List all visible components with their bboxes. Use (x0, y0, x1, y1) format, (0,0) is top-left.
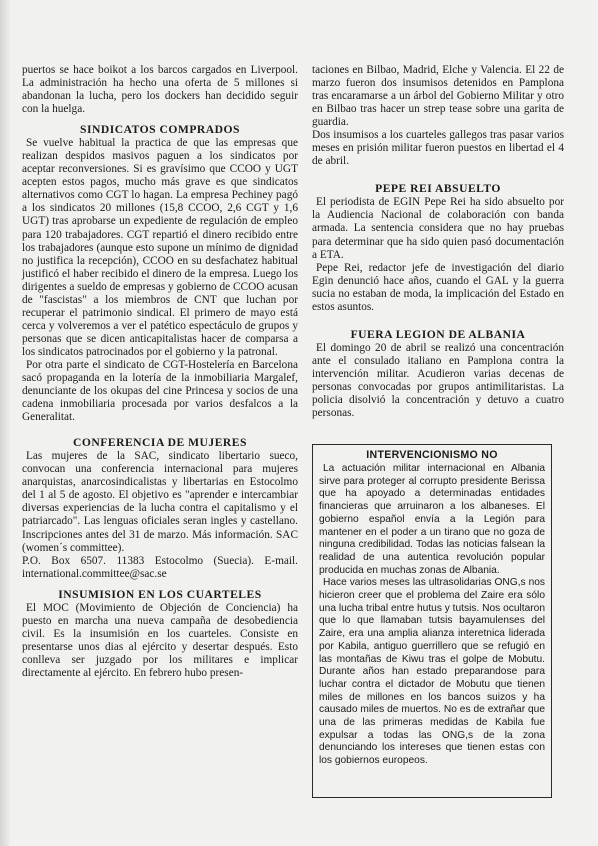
heading-pepe-rei: PEPE REI ABSUELTO (375, 182, 501, 196)
right-column (312, 64, 564, 420)
heading-intervencionismo-no: INTERVENCIONISMO NO (366, 449, 498, 461)
heading-conferencia-mujeres: CONFERENCIA DE MUJERES (73, 436, 247, 450)
heading-insumision-cuarteles: INSUMISION EN LOS CUARTELES (58, 587, 262, 601)
paragraph-insumision-continued: taciones en Bilbao, Madrid, Elche y Valencia. El 22 de marzo fueron dos insumisos detenidos en Pamplona tras encaramarse a un árbol del Gobierno Militar y otro en Bilbao tras hacer un strep tease sobre una garita de guardia. (312, 64, 564, 129)
paragraph-zaire: Hace varios meses las ultrasolidarias ONG,s nos hicieron creer que el problema del Zaire era sólo una lucha tribal entre hutus y tutsis. Nos ocultaron que lo que llamaban tutsis bayamulenses del Zaire, era una amplia alianza interetnica liderada por Kabila, antiguo guerrillero que se refugió en las montañas de Kiwu tras el golpe de Mobutu. Durante años han estado preparandose para luchar contra el dictador de Mobutu que tienen miles de millones en los bancos suizos y ha causado miles de muertos. No es de extrañar que una de las primeras medidas de Kabila fue expulsar a todas las ONG,s de la zona denunciando los intereses que tienen estas con los gobiernos europeos. (319, 577, 545, 767)
paragraph-conferencia-1: Las mujeres de la SAC, sindicato libertario sueco, convocan una conferencia internacional para mujeres anarquistas, anarcosindicalistas y libertarias en Estocolmo del 1 al 5 de agosto. El objetivo es "aprender e intercambiar diversas experiencias de la lucha contra el capitalismo y el patriarcado". Las lenguas oficiales seran ingles y castellano. Inscripciones antes del 31 de marzo. Más información. SAC (women´s committee). (22, 450, 298, 554)
heading-fuera-legion: FUERA LEGION DE ALBANIA (350, 327, 526, 341)
heading-sindicatos-comprados: SINDICATOS COMPRADOS (80, 123, 240, 137)
scan-edge-shadow (0, 0, 10, 846)
paragraph-liverpool: puertos se hace boikot a los barcos cargados en Liverpool. La administración ha hecho una oferta de 5 millones si abandonan la lucha, pero los dockers han decidido seguir con la huelga. (22, 64, 298, 116)
paragraph-conferencia-contact: P.O. Box 6507. 11383 Estocolmo (Suecia). E-mail. international.committee@sac.se (22, 554, 298, 580)
paragraph-sindicatos-1: Se vuelve habitual la practica de que las empresas que realizan despidos masivos paguen a los sindicatos por aceptar reconversiones. Si es gravísimo que CCOO y UGT acepten estos pagos, mucho más grave es que sindicatos alternativos como CGT lo hagan. La empresa Pechiney pagó a los sindicatos 20 millones (15,8 CCOO, 2,6 CGT y 1,6 UGT) tras aprobarse un expediente de regulación de empleo para 120 trabajadores. CGT repartió el dinero recibido entre los trabajadores (aunque esto supone un mínimo de dignidad no justifica la recepción), CCOO en su desfachatez habitual justificó el haber recibido el dinero de la empresa. Luego los dirigentes a sueldo de empresas y gobierno de CCOO acusan de "fascistas" a los miembros de CNT que luchan por recuperar el patrimonio sindical. El primero de mayo está cerca y volveremos a ver el patético espectáculo de grupos y personas que se dicen anticapitalistas hacer de comparsa a los sindicatos patrocinados por el gobierno y la patronal. (22, 137, 298, 358)
paragraph-pepe-rei-2: Pepe Rei, redactor jefe de investigación del diario Egin denunció hace años, cuando el GAL y la guerra sucia no estaban de moda, la implicación del Estado en estos asuntos. (312, 261, 564, 313)
paragraph-pepe-rei-1: El periodista de EGIN Pepe Rei ha sido absuelto por la Audiencia Nacional de colaboración con banda armada. La sentencia considera que no hay pruebas para determinar que ha sido quien pasó documentación a ETA. (312, 196, 564, 261)
paragraph-fuera-legion: El domingo 20 de abril se realizó una concentración ante el consulado italiano en Pamplona contra la intervención militar. Acudieron varias decenas de personas convocadas por grupos antimilitaristas. La policia disolvió la concentración y detuvo a cuatro personas. (312, 341, 564, 420)
paragraph-insumisos-gallegos: Dos insumisos a los cuarteles gallegos tras pasar varios meses en prisión militar fueron puestos en libertad el 4 de abril. (312, 129, 564, 168)
paragraph-insumision: El MOC (Movimiento de Objeción de Conciencia) ha puesto en marcha una nueva campaña de desobediencia civil. Es la insumisión en los cuarteles. Consiste en presentarse unos dias al ejército y desertar después. Esto conlleva ser juzgado por los militares e implicar directamente al ejército. En febrero hubo presen- (22, 601, 298, 679)
boxed-article-intervencionismo (312, 444, 552, 798)
paragraph-albania: La actuación militar internacional en Albania sirve para proteger al corrupto presidente Berissa que ha apoyado a determinadas entidades financieras que arruinaron a los albaneses. El gobierno español envía a la Legión para mantener en el poder a un tirano que no goza de ninguna credibilidad. Todas las noticias falsean la realidad de una autentica revolución popular producida en muchas zonas de Albania. (319, 463, 545, 576)
paragraph-sindicatos-2: Por otra parte el sindicato de CGT-Hostelería en Barcelona sacó propaganda en la lotería de la inmobiliaria Margalef, denunciante de los okupas del cine Princesa y socios de una cadena inmobiliaria procesada por varios desfalcos a la Generalitat. (22, 358, 298, 424)
left-column (22, 64, 298, 680)
